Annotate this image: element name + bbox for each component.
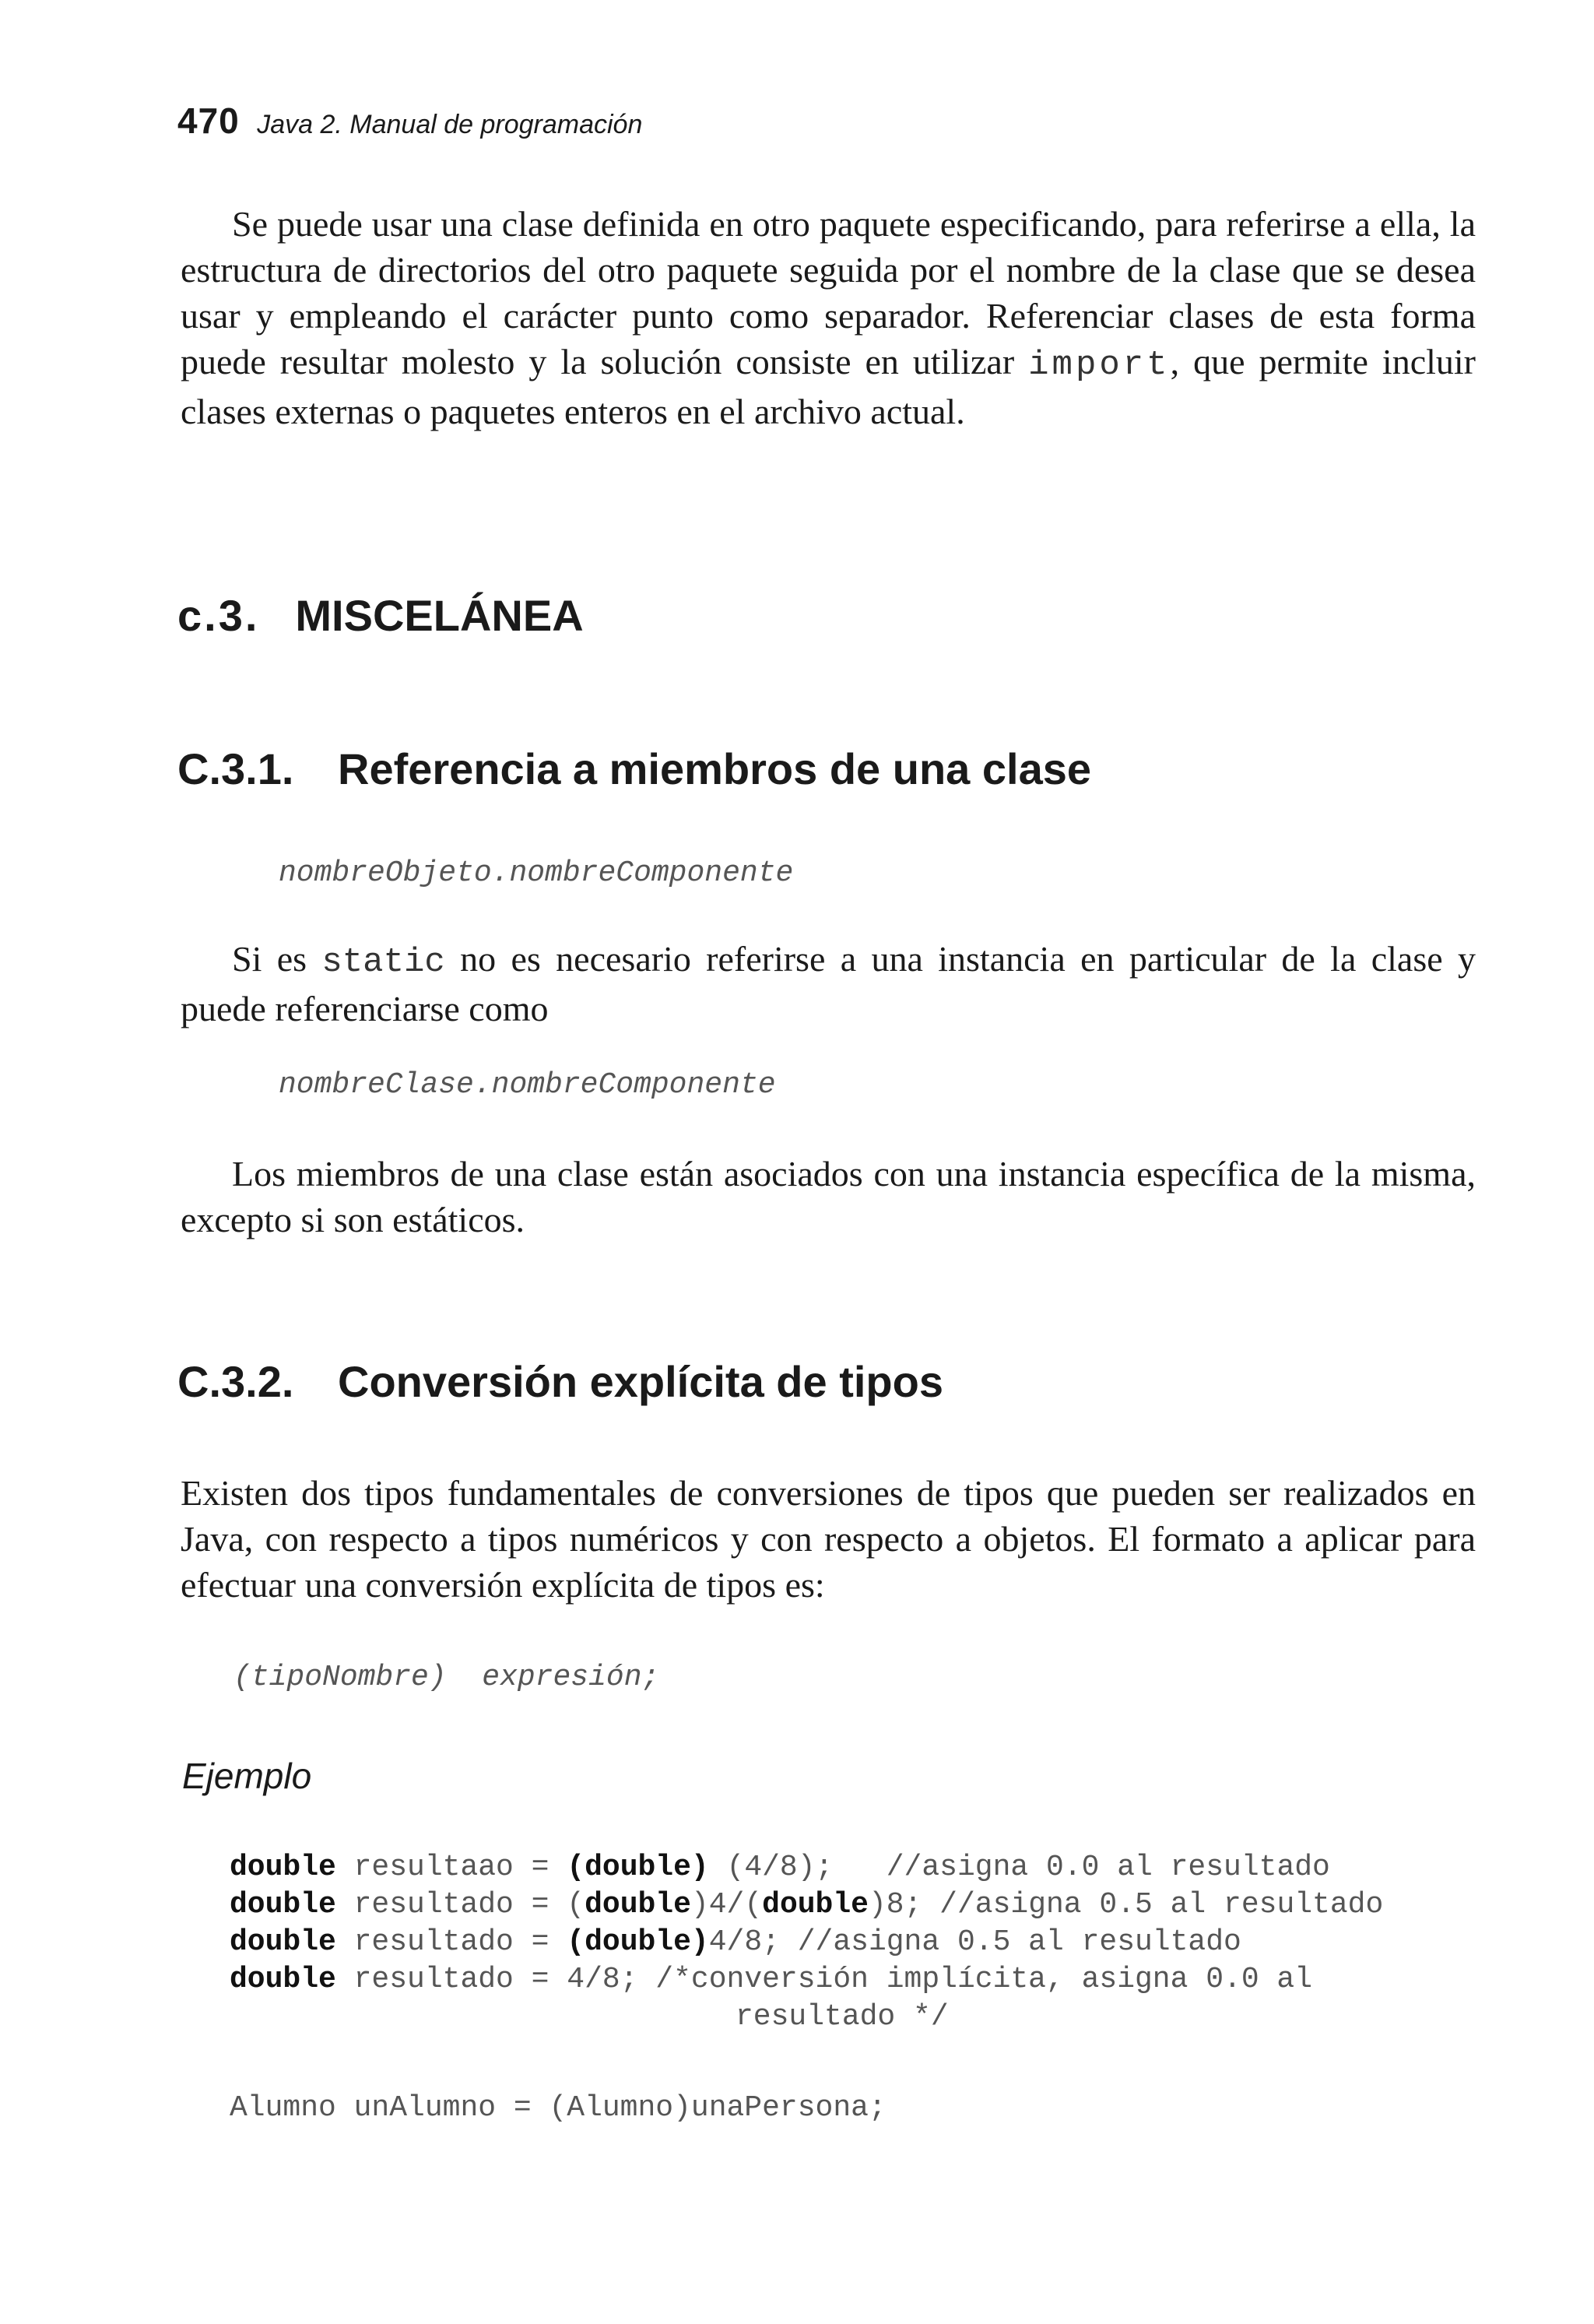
intro-text-end: , que permite incluir clases externas o paquetes enteros en el archivo actual. [181,342,1476,431]
section-heading [177,590,584,641]
static-keyword: static [321,943,445,982]
static-text-end: no es necesario referirse a una instancia en particular de la clase y puede referenciarse como [181,939,1476,1028]
members-paragraph: Los miembros de una clase están asociados con una instancia específica de la misma, excepto si son estáticos. [181,1154,1476,1239]
cast-expression: expresión; [482,1661,660,1694]
code-text: resultaao = [335,1851,567,1884]
import-keyword: import [1028,346,1171,385]
code-row-3 [230,1924,1383,1961]
subsection-1-heading [177,744,1091,794]
cast-type: (tipoNombre) [233,1661,447,1694]
subsection-1-number: C.3.1. [177,744,294,793]
code-text: (4/8); //asigna 0.0 al resultado [708,1851,1330,1884]
code-keyword: (double) [567,1851,709,1884]
section-title: MISCELÁNEA [295,591,584,640]
page-header [177,100,642,142]
code-row-4 [230,1961,1383,1999]
code-keyword: double [230,1851,336,1884]
code-text: resultado = 4/8; /*conversión implícita, asigna 0.0 al [335,1963,1313,1996]
code-text: )4/( [690,1888,763,1921]
code-keyword: double [585,1888,691,1921]
code-text: resultado = ( [335,1888,585,1921]
static-text-start: Si es [232,939,322,979]
section-number: c.3. [177,591,260,640]
subsection-2-heading [177,1356,943,1407]
intro-text-start: Se puede usar una clase definida en otro paquete especificando, para referirse a ella, la estructura de directorios del otro paquete seguida por el nombre de la clase que se desea usar y empleando el carácter punto como separador. Referenciar clases de esta forma puede resultar molesto y la solución consiste en utilizar [181,204,1476,381]
subsection-2-title: Conversión explícita de tipos [338,1357,943,1406]
code-text: )8; //asigna 0.5 al resultado [868,1888,1384,1921]
code-keyword: (double) [567,1925,709,1959]
page-number: 470 [177,100,240,141]
example-code-block [230,1849,1383,2036]
code-row-1 [230,1849,1383,1886]
book-title: Java 2. Manual de programación [257,110,643,139]
code-row-2 [230,1886,1383,1924]
intro-paragraph [181,201,1476,434]
code-cast-format [233,1661,659,1694]
code-keyword: double [230,1963,336,1996]
code-keyword: double [762,1888,869,1921]
code-keyword: double [230,1925,336,1959]
code-member-reference: nombreObjeto.nombreComponente [279,856,794,890]
code-cast-object: Alumno unAlumno = (Alumno)unaPersona; [230,2091,887,2125]
code-text: resultado = [335,1925,567,1959]
subsection-2-number: C.3.2. [177,1357,294,1406]
conversion-paragraph: Existen dos tipos fundamentales de conversiones de tipos que pueden ser realizados en Java, con respecto a tipos numéricos y con respecto a objetos. El formato a aplicar para efectuar una conversión explícita de tipos es: [181,1473,1476,1605]
static-paragraph [181,936,1476,1032]
example-label: Ejemplo [182,1756,312,1796]
subsection-1-title: Referencia a miembros de una clase [338,744,1091,793]
code-static-reference: nombreClase.nombreComponente [279,1068,776,1102]
code-text: 4/8; //asigna 0.5 al resultado [708,1925,1241,1959]
code-keyword: double [230,1888,336,1921]
code-row-5: resultado */ [736,2000,949,2034]
